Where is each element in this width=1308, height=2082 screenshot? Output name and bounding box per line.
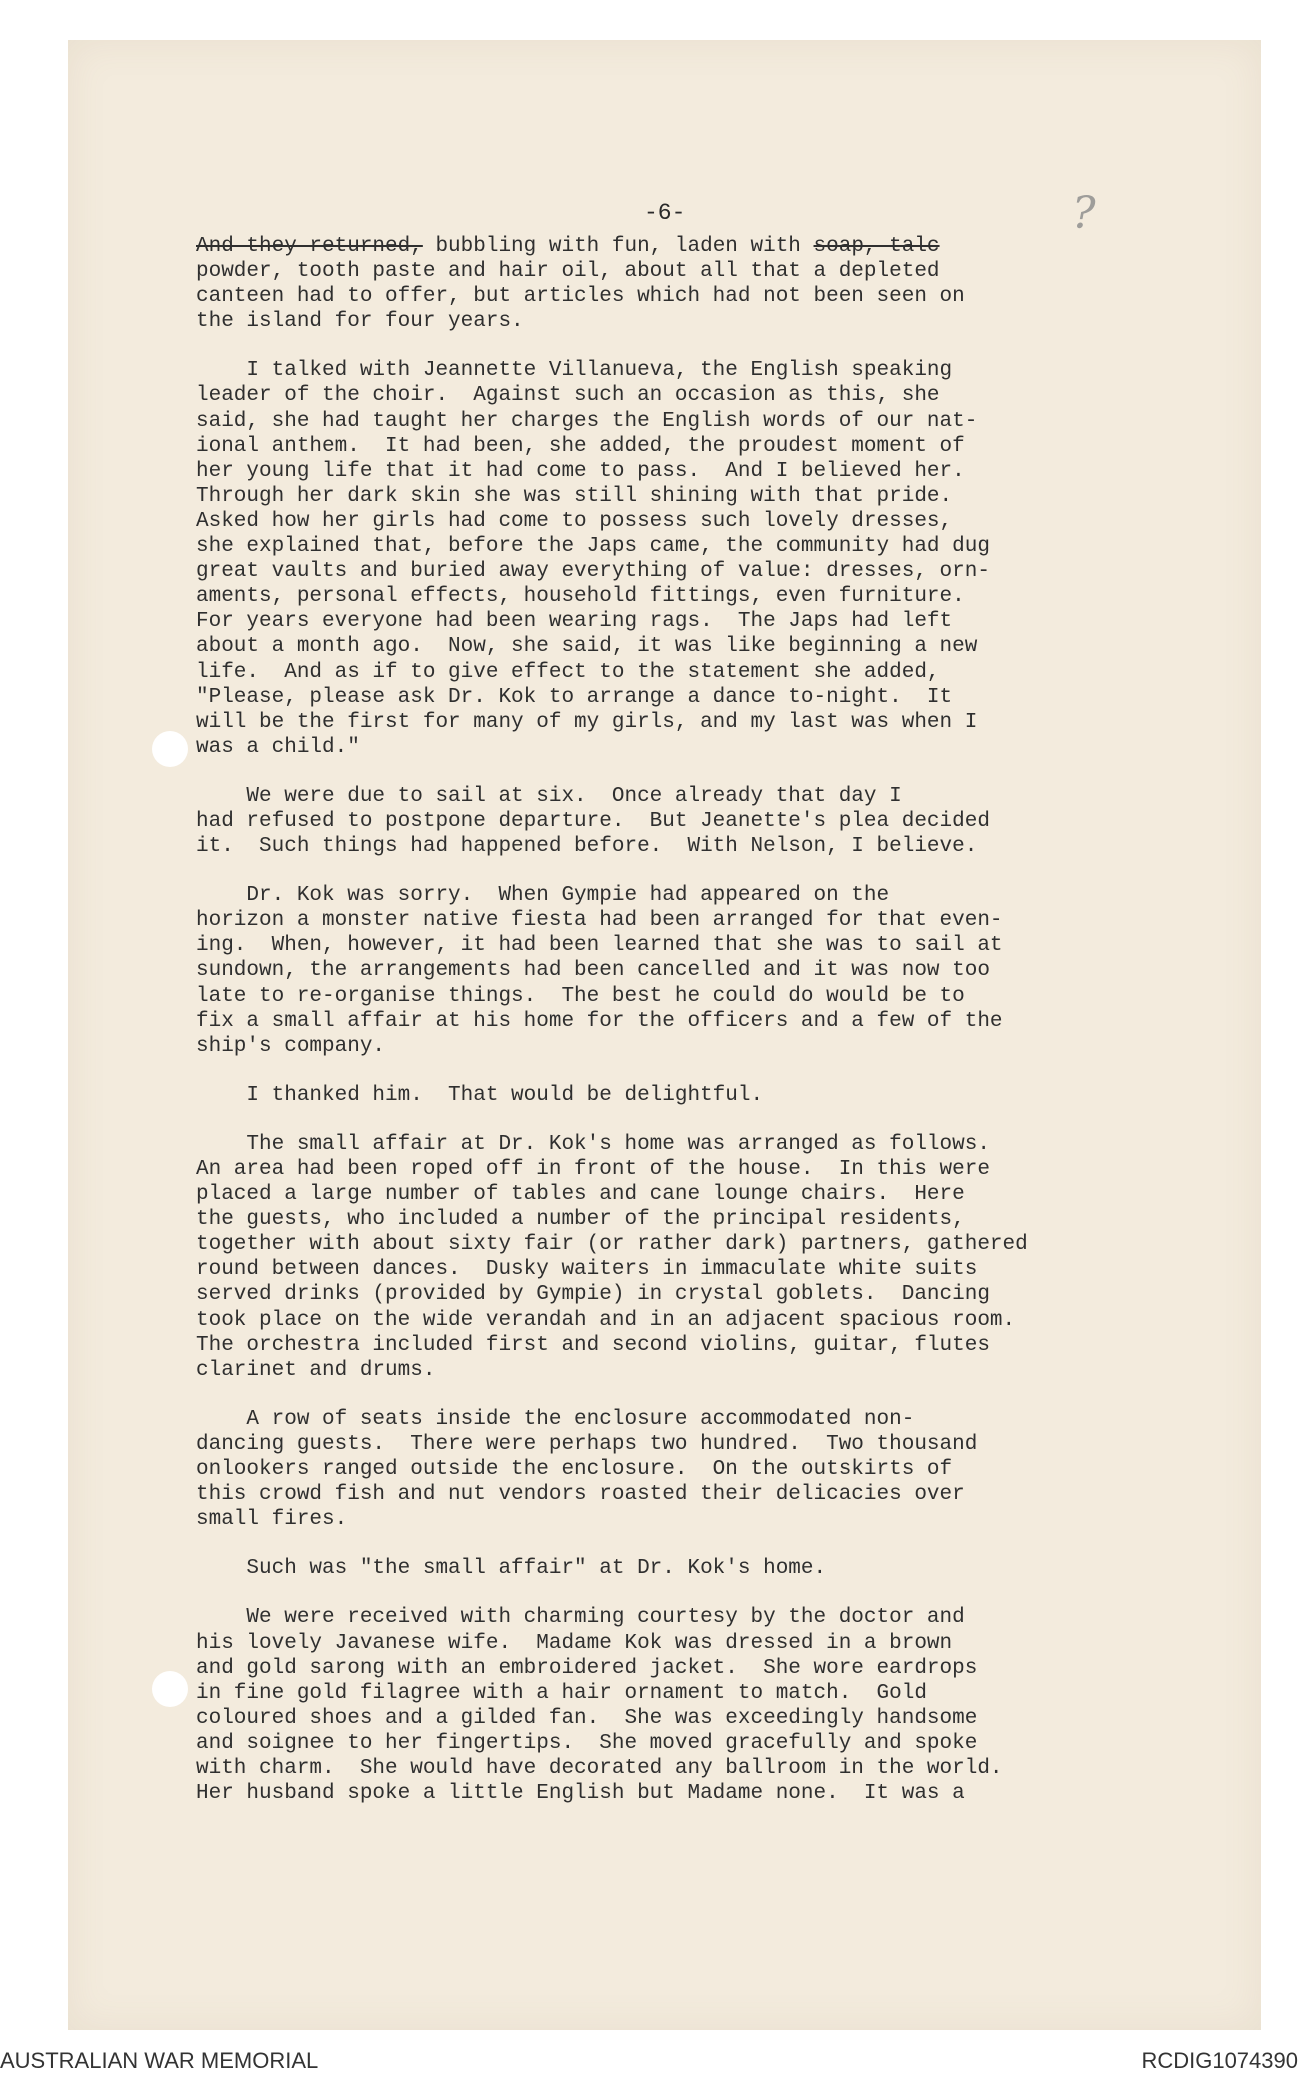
punch-hole	[152, 731, 188, 767]
text-line: An area had been roped off in front of the house. In this were	[196, 1158, 990, 1181]
text-line: Asked how her girls had come to possess such lovely dresses,	[196, 509, 953, 533]
text-line: with charm. She would have decorated any ballroom in the world.	[196, 1756, 1003, 1780]
text-line: We were due to sail at six. Once already that day I	[196, 784, 902, 808]
paragraph	[196, 1083, 1186, 1108]
text-line: horizon a monster native fiesta had been arranged for that even-	[196, 909, 1003, 933]
paragraphs	[196, 259, 1186, 1806]
line-text: bubbling with fun, laden with	[422, 235, 814, 258]
text-line: The orchestra included first and second violins, guitar, flutes	[196, 1333, 990, 1357]
text-line: was a child."	[196, 735, 360, 759]
text-line: and gold sarong with an embroidered jacket. She wore eardrops	[196, 1656, 978, 1680]
text-line: about a month ago. Now, she said, it was like beginning a new	[196, 635, 978, 659]
text-line: For years everyone had been wearing rags. The Japs had left	[196, 610, 953, 634]
first-line	[196, 234, 1186, 259]
struck-text: soap, talc	[813, 235, 940, 258]
footer-institution: AUSTRALIAN WAR MEMORIAL	[0, 2048, 319, 2073]
paragraph	[196, 784, 1186, 859]
text-line: We were received with charming courtesy by the doctor and	[196, 1606, 965, 1630]
text-line: this crowd fish and nut vendors roasted their delicacies over	[196, 1483, 965, 1507]
text-line: ional anthem. It had been, she added, the proudest moment of	[196, 434, 965, 458]
text-line: his lovely Javanese wife. Madame Kok was dressed in a brown	[196, 1631, 953, 1655]
text-line: fix a small affair at his home for the officers and a few of the	[196, 1009, 1003, 1033]
text-line: took place on the wide verandah and in an adjacent spacious room.	[196, 1308, 1016, 1332]
text-line: powder, tooth paste and hair oil, about all that a depleted	[196, 260, 940, 284]
text-line: aments, personal effects, household fittings, even furniture.	[196, 585, 965, 609]
paragraph	[196, 358, 1186, 760]
text-line: leader of the choir. Against such an occasion as this, she	[196, 384, 940, 408]
text-line: canteen had to offer, but articles which had not been seen on	[196, 285, 965, 309]
document-body	[196, 234, 1186, 1830]
margin-annotation: ?	[1072, 188, 1096, 239]
text-line: dancing guests. There were perhaps two hundred. Two thousand	[196, 1432, 978, 1456]
page-number: -6-	[644, 200, 686, 226]
text-line: late to re-organise things. The best he could do would be to	[196, 984, 965, 1008]
text-line: I talked with Jeannette Villanueva, the English speaking	[196, 359, 953, 383]
paragraph	[196, 1407, 1186, 1532]
text-line: The small affair at Dr. Kok's home was arranged as follows.	[196, 1132, 990, 1156]
paragraph	[196, 1605, 1186, 1806]
text-line: said, she had taught her charges the English words of our nat-	[196, 409, 978, 433]
text-line: clarinet and drums.	[196, 1358, 436, 1382]
text-line: had refused to postpone departure. But Jeanette's plea decided	[196, 809, 990, 833]
text-line: coloured shoes and a gilded fan. She was exceedingly handsome	[196, 1706, 978, 1730]
text-line: it. Such things had happened before. With Nelson, I believe.	[196, 835, 978, 859]
struck-text: And they returned,	[196, 235, 423, 258]
text-line: life. And as if to give effect to the statement she added,	[196, 660, 940, 684]
text-line: the guests, who included a number of the principal residents,	[196, 1208, 965, 1232]
text-line: placed a large number of tables and cane lounge chairs. Here	[196, 1183, 965, 1207]
punch-hole	[152, 1671, 188, 1707]
text-line: ing. When, however, it had been learned that she was to sail at	[196, 934, 1003, 958]
text-line: sundown, the arrangements had been cancelled and it was now too	[196, 959, 990, 983]
text-line: served drinks (provided by Gympie) in crystal goblets. Dancing	[196, 1283, 990, 1307]
text-line: ship's company.	[196, 1034, 386, 1058]
text-line: I thanked him. That would be delightful.	[196, 1083, 764, 1107]
text-line: small fires.	[196, 1508, 348, 1532]
text-line: the island for four years.	[196, 310, 524, 334]
footer-identifier: RCDIG1074390	[1141, 2048, 1298, 2073]
text-line: round between dances. Dusky waiters in immaculate white suits	[196, 1258, 978, 1282]
text-line: her young life that it had come to pass. And I believed her.	[196, 459, 965, 483]
text-line: "Please, please ask Dr. Kok to arrange a dance to-night. It	[196, 685, 953, 709]
text-line: A row of seats inside the enclosure accommodated non-	[196, 1407, 915, 1431]
text-line: in fine gold filagree with a hair ornament to match. Gold	[196, 1681, 927, 1705]
text-line: Through her dark skin she was still shining with that pride.	[196, 484, 953, 508]
text-line: and soignee to her fingertips. She moved gracefully and spoke	[196, 1731, 978, 1755]
text-line: she explained that, before the Japs came, the community had dug	[196, 535, 990, 559]
text-line: onlookers ranged outside the enclosure. On the outskirts of	[196, 1458, 953, 1482]
paragraph	[196, 883, 1186, 1059]
paragraph	[196, 259, 1186, 334]
text-line: Such was "the small affair" at Dr. Kok's home.	[196, 1557, 827, 1581]
text-line: together with about sixty fair (or rather dark) partners, gathered	[196, 1233, 1028, 1257]
text-line: great vaults and buried away everything of value: dresses, orn-	[196, 560, 990, 584]
text-line: Her husband spoke a little English but Madame none. It was a	[196, 1782, 965, 1806]
text-line: Dr. Kok was sorry. When Gympie had appeared on the	[196, 884, 890, 908]
paragraph	[196, 1556, 1186, 1581]
paragraph	[196, 1132, 1186, 1383]
text-line: will be the first for many of my girls, and my last was when I	[196, 710, 978, 734]
